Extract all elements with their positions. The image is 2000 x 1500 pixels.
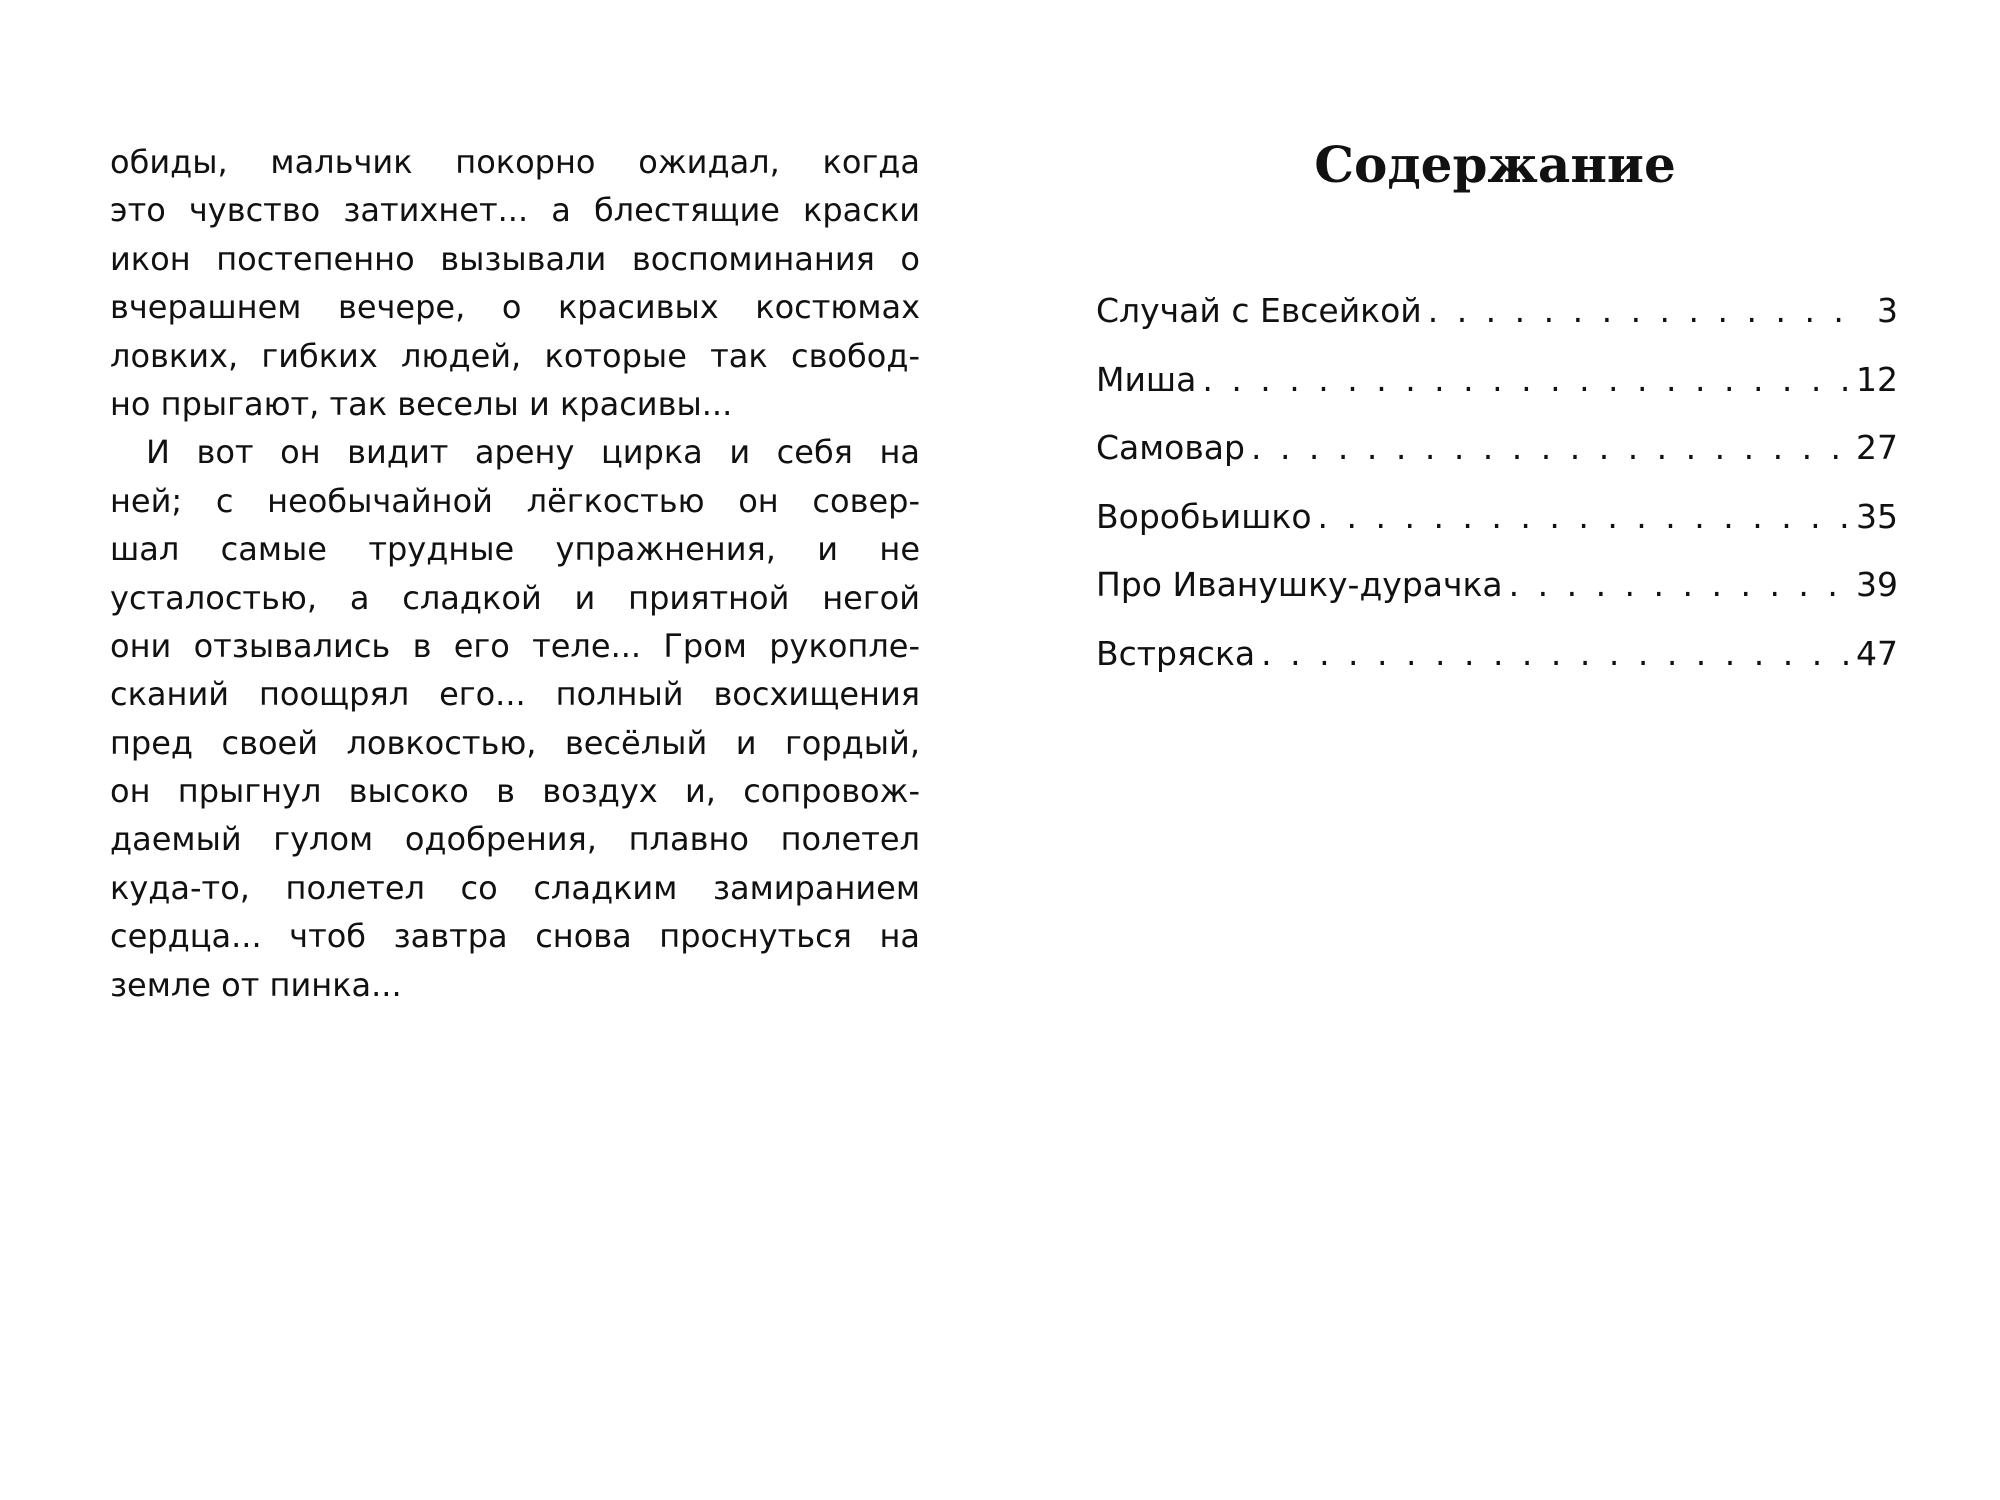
text-line: земле от пинка... [110, 965, 402, 1004]
toc-row[interactable] [1096, 634, 1898, 703]
toc-page-number: 35 [1856, 496, 1898, 536]
toc-leader-dots [1202, 360, 1850, 399]
toc-page-number: 39 [1856, 565, 1898, 605]
toc-leader-dots [1251, 428, 1850, 467]
text-line: он прыгнул высоко в воздух и, сопровож- [110, 772, 920, 811]
toc-title: Содержание [1314, 135, 1676, 194]
table-of-contents [1096, 291, 1898, 703]
toc-entry-title: Миша [1096, 359, 1197, 399]
toc-entry-title: Про Иванушку-дурачка [1096, 565, 1503, 605]
toc-row[interactable] [1096, 428, 1898, 497]
text-line: обиды, мальчик покорно ожидал, когда [110, 143, 920, 181]
toc-row[interactable] [1096, 291, 1898, 360]
text-line: но прыгают, так веселы и красивы... [110, 384, 733, 423]
text-line: это чувство затихнет... а блестящие краски [110, 191, 920, 230]
toc-row[interactable] [1096, 497, 1898, 566]
toc-entry-title: Встряска [1096, 633, 1256, 673]
toc-leader-dots [1428, 291, 1852, 330]
text-line: икон постепенно вызывали воспоминания о [110, 239, 920, 278]
text-line: ней; с необычайной лёгкостью он совер- [110, 481, 920, 520]
text-line: даемый гулом одобрения, плавно полетел [110, 820, 920, 859]
toc-leader-dots [1261, 634, 1850, 673]
toc-leader-dots [1318, 497, 1850, 536]
text-line: куда-то, полетел со сладким замиранием [110, 868, 920, 907]
toc-entry-title: Самовар [1096, 428, 1245, 468]
text-line: они отзывались в его теле... Гром рукопле- [110, 626, 920, 665]
text-line: шал самые трудные упражнения, и не [110, 530, 920, 569]
text-line: сканий поощрял его... полный восхищения [110, 675, 920, 714]
toc-page-number: 47 [1856, 633, 1898, 673]
text-line: И вот он видит арену цирка и себя на [146, 433, 920, 472]
text-line: усталостью, а сладкой и приятной негой [110, 578, 920, 617]
text-line: пред своей ловкостью, весёлый и гордый, [110, 723, 920, 762]
toc-page-number: 3 [1877, 291, 1898, 330]
toc-leader-dots [1509, 565, 1850, 604]
text-line: сердца... чтоб завтра снова проснуться на [110, 917, 920, 956]
toc-page-number: 27 [1856, 428, 1898, 468]
toc-row[interactable] [1096, 565, 1898, 634]
story-text [110, 138, 920, 1009]
toc-entry-title: Воробьишко [1096, 496, 1312, 536]
text-line: вчерашнем вечере, о красивых костюмах [110, 288, 920, 327]
toc-page-number: 12 [1856, 359, 1898, 399]
toc-entry-title: Случай с Евсейкой [1096, 291, 1422, 330]
text-line: ловких, гибких людей, которые так свобод- [110, 336, 920, 375]
toc-row[interactable] [1096, 360, 1898, 429]
